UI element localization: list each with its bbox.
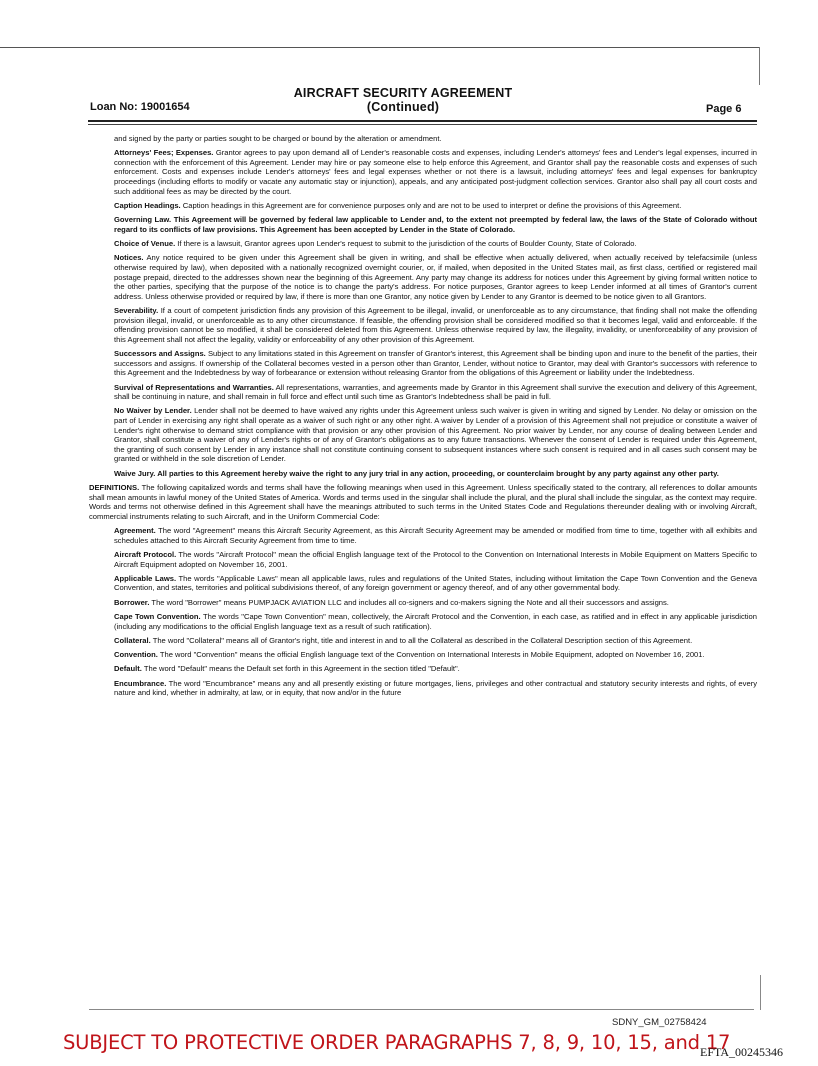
scan-edge-line xyxy=(0,47,760,48)
paragraph: Notices. Any notice required to be given under this Agreement shall be given in writing, and shall be effective when actually delivered, when actually received by telefacsimile (unless otherwise required by law), when deposited with a nationally recognized overnight courier, or, if mailed, when deposited in the United States mail, as first class, certified or registered mail postage prepaid, directed to the addresses shown near the beginning of this Agreement. Any party may change its address for notices under this Agreement by giving formal written notice to the other parties, specifying that the purpose of the notice is to change the party's address. For notice purposes, Grantor agrees to keep Lender informed at all times of Grantor's current address. Unless otherwise provided or required by law, if there is more than one Grantor, any notice given by Lender to any Grantor is deemed to be notice given to all Grantors. xyxy=(114,253,757,301)
definition-item: Agreement. The word "Agreement" means this Aircraft Security Agreement, as this Aircraft Security Agreement may be amended or modified from time to time, together with all exhibits and schedules attached to this Aircraft Security Agreement from time to time. xyxy=(114,526,757,545)
definition-item: Cape Town Convention. The words "Cape Town Convention" mean, collectively, the Aircraft Protocol and the Convention, in each case, as ratified and in effect in any applicable jurisdiction (including any modifications to the official English language text as a result of such ratification). xyxy=(114,611,758,631)
paragraph: Governing Law. This Agreement will be governed by federal law applicable to Lender and, to the extent not preempted by federal law, the laws of the State of Colorado without regard to its conflicts of law provisions. This Agreement has been accepted by Lender in the State of Colorado. xyxy=(114,215,757,234)
efta-number: EFTA_00245346 xyxy=(700,1045,784,1059)
title-line-2: (Continued) xyxy=(366,100,440,114)
header-divider xyxy=(88,124,757,125)
document-title xyxy=(230,86,576,114)
paragraph: Survival of Representations and Warranties. All representations, warranties, and agreements made by Grantor in this Agreement shall survive the execution and delivery of this Agreement, shall be continuing in nature, and shall remain in full force and effect until such time as Grantor's Indebtedness shall be paid in full. xyxy=(114,382,757,402)
paragraph: Caption Headings. Caption headings in this Agreement are for convenience purposes only and are not to be used to interpret or define the provisions of this Agreement. xyxy=(114,200,682,210)
definition-item: Encumbrance. The word "Encumbrance" means any and all presently existing or future mortgages, liens, privileges and other contractual and statutory security interests and rights, of every nature and kind, whether in admiralty, at law, or in equity, that now and/or in the future xyxy=(114,678,757,698)
scan-edge-line xyxy=(760,975,761,1010)
paragraph: Choice of Venue. If there is a lawsuit, Grantor agrees upon Lender's request to submit to the jurisdiction of the courts of Boulder County, State of Colorado. xyxy=(114,239,637,249)
paragraph: Successors and Assigns. Subject to any limitations stated in this Agreement on transfer of Grantor's interest, this Agreement shall be binding upon and inure to the benefit of the parties, their successors and assigns. If ownership of the Collateral becomes vested in a person other than Grantor, Lender, without notice to Grantor, may deal with Grantor's successors with reference to this Agreement and the Indebtedness by way of forbearance or extension without releasing Grantor from the obligations of this Agreement or liability under the Indebtedness. xyxy=(114,349,757,378)
paragraph: Waive Jury. All parties to this Agreement hereby waive the right to any jury trial in any action, proceeding, or counterclaim brought by any party against any other party. xyxy=(114,468,719,478)
bates-number: SDNY_GM_02758424 xyxy=(612,1017,707,1028)
definitions-intro: DEFINITIONS. The following capitalized words and terms shall have the following meanings when used in this Agreement. Unless specifically stated to the contrary, all references to dollar amounts shall mean amounts in lawful money of the United States of America. Words and terms used in the singular shall include the plural, and the plural shall include the singular, as the context may require. Words and terms not otherwise defined in this Agreement shall have the meanings attributed to such terms in the United States Code and Regulations thereunder dealing with or involving Aircraft, commercial instruments relating to such Aircraft, and in the Uniform Commercial Code: xyxy=(89,482,757,521)
protective-order-notice: SUBJECT TO PROTECTIVE ORDER PARAGRAPHS 7, 8, 9, 10, 15, and 17 xyxy=(63,1031,731,1054)
definition-item: Aircraft Protocol. The words "Aircraft Protocol" mean the official English language text of the Protocol to the Convention on International Interests in Mobile Equipment on Matters Specific to Aircraft Equipment adopted on November 16, 2001. xyxy=(114,549,757,569)
definition-item: Convention. The word "Convention" means the official English language text of the Convention on International Interests in Mobile Equipment, adopted on November 16, 2001. xyxy=(114,650,705,660)
document-body xyxy=(89,134,757,703)
footer-divider xyxy=(89,1009,754,1010)
scan-edge-line xyxy=(759,47,760,85)
paragraph: and signed by the party or parties sought to be charged or bound by the alteration or amendment. xyxy=(114,134,442,143)
definition-item: Collateral. The word "Collateral" means all of Grantor's right, title and interest in and to all the Collateral as described in the Collateral Description section of this Agreement. xyxy=(114,635,693,645)
definition-item: Applicable Laws. The words "Applicable Laws" mean all applicable laws, rules and regulations of the United States, including without limitation the Cape Town Convention and the Geneva Convention, and states, territories and political subdivisions thereof, of any foreign government or agency thereof, and of any other governmental body. xyxy=(114,573,757,593)
paragraph: Attorneys' Fees; Expenses. Grantor agrees to pay upon demand all of Lender's reasonable costs and expenses, including Lender's attorneys' fees and Lender's legal expenses, incurred in connection with the enforcement of this Agreement. Lender may hire or pay someone else to help enforce this Agreement, and Grantor shall pay the reasonable costs and expenses of such enforcement. Costs and expenses include Lender's attorneys' fees and legal expenses whether or not there is a lawsuit, including attorneys' fees and legal expenses for bankruptcy proceedings (including efforts to modify or vacate any automatic stay or injunction), appeals, and any anticipated post-judgment collection services. Grantor also shall pay all court costs and such additional fees as may be directed by the court. xyxy=(114,148,758,196)
paragraph: No Waiver by Lender. Lender shall not be deemed to have waived any rights under this Agreement unless such waiver is given in writing and signed by Lender. No delay or omission on the part of Lender in exercising any right shall operate as a waiver of such right or any other right. A waiver by Lender of a provision of this Agreement shall not prejudice or constitute a waiver of Lender's right otherwise to demand strict compliance with that provision or any other provision of this Agreement. No prior waiver by Lender, nor any course of dealing between Lender and Grantor, shall constitute a waiver of any of Lender's rights or of any of Grantor's obligations as to any future transactions. Whenever the consent of Lender is required under this Agreement, the granting of such consent by Lender in any instance shall not constitute continuing consent to subsequent instances where such consent is required and in all cases such consent may be granted or withheld in the sole discretion of Lender. xyxy=(114,406,757,464)
page-number: Page 6 xyxy=(706,103,742,115)
header-divider xyxy=(88,120,757,122)
paragraph: Severability. If a court of competent jurisdiction finds any provision of this Agreement to be illegal, invalid, or unenforceable as to any circumstance, that finding shall not make the offending provision illegal, invalid, or unenforceable as to any other circumstance. If feasible, the offending provision shall be considered modified so that it becomes legal, valid and enforceable. If the offending provision cannot be so modified, it shall be considered deleted from this Agreement. Unless otherwise required by law, the illegality, invalidity, or unenforceability of any provision of this Agreement shall not affect the legality, validity or enforceability of any other provision of this Agreement. xyxy=(114,306,757,344)
title-line-1: AIRCRAFT SECURITY AGREEMENT xyxy=(293,86,513,100)
definition-item: Default. The word "Default" means the Default set forth in this Agreement in the section titled "Default". xyxy=(114,664,460,674)
loan-number: Loan No: 19001654 xyxy=(90,101,190,113)
definition-item: Borrower. The word "Borrower" means PUMPJACK AVIATION LLC and includes all co-signers and co-makers signing the Note and all their successors and assigns. xyxy=(114,597,669,607)
